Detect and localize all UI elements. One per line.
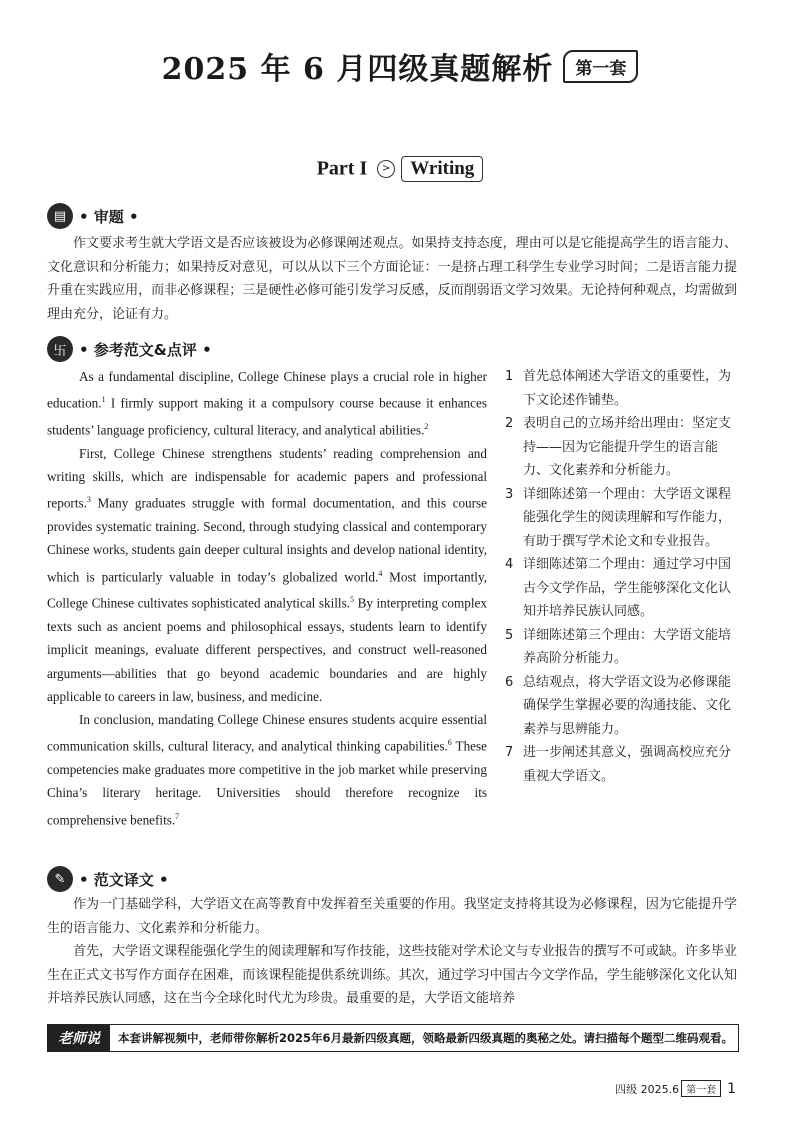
set-badge: 第一套 xyxy=(563,50,638,83)
footer-set-tag: 第一套 xyxy=(681,1080,721,1097)
page-number: 1 xyxy=(727,1080,736,1097)
note-mark: 5 xyxy=(350,595,355,605)
part-label: Part I xyxy=(316,157,368,180)
note-number: 2 xyxy=(505,416,514,431)
translation-paragraph: 首先，大学语文课程能强化学生的阅读理解和写作技能，这些技能对学术论文与专业报告的撰写不可或缺。许多毕业生在正式文书写作方面存在困难，而该课程能提供系统训练。其次，通过学习中国古今文学作品，学生能够深化文化认知并培养民族认同感，这在当今全球化时代尤为珍贵。最重要的是，大学语文能培养 xyxy=(47,944,737,1006)
section-review-heading xyxy=(47,203,139,229)
page-footer xyxy=(615,1080,736,1097)
essay-sentence: In conclusion, mandating College Chinese ensures students acquire essential communication skills, cultural literacy, and analytical thinking capabilities. xyxy=(47,712,487,754)
document-icon: ▤ xyxy=(47,203,73,229)
note-mark: 3 xyxy=(86,495,91,505)
teacher-note-bar xyxy=(47,1024,739,1052)
note-item xyxy=(505,483,740,554)
note-number: 1 xyxy=(505,369,514,384)
part-heading xyxy=(0,156,800,182)
note-item xyxy=(505,412,740,483)
note-number: 5 xyxy=(505,627,514,643)
teacher-badge: 老师说 xyxy=(48,1025,110,1051)
essay-paragraph xyxy=(47,708,487,831)
arrow-circle-icon: > xyxy=(377,160,395,178)
note-number: 7 xyxy=(505,745,514,760)
section-title: • 审题 • xyxy=(79,207,139,226)
note-mark: 6 xyxy=(447,738,452,748)
note-item xyxy=(505,741,740,788)
essay-sentence: These competencies make graduates more competitive in the job market while preserving China’s literary heritage. Universities should therefore recognize its comprehensive benefits. xyxy=(47,738,488,828)
translation-paragraph: 作为一门基础学科，大学语文在高等教育中发挥着至关重要的作用。我坚定支持将其设为必修课程，因为它能提升学生的语言能力、文化素养和分析能力。 xyxy=(47,897,737,936)
essay-sentence: I firmly support making it a compulsory course because it enhances students’ language proficiency, cultural literacy, and analytical abilities. xyxy=(47,395,487,438)
note-number: 4 xyxy=(505,557,514,572)
sample-essay xyxy=(47,365,487,831)
footer-label: 四级 2025.6 xyxy=(615,1082,680,1096)
note-item xyxy=(505,624,740,671)
note-text: 详细陈述第二个理由：通过学习中国古今文学作品，学生能够深化文化认知并培养民族认同感。 xyxy=(523,557,732,619)
essay-sentence: Many graduates struggle with formal documentation, and this course provides systematic training. Second, through studying classical and contemporary Chinese works, students gain deeper cultural insights and develop national identity, which is particularly valuable in today’s globalized world. xyxy=(47,495,488,584)
essay-sentence: As a fundamental discipline, College Chinese plays a crucial role in higher education. xyxy=(47,369,487,411)
note-number: 3 xyxy=(505,486,514,502)
note-number: 6 xyxy=(505,674,514,690)
note-item xyxy=(505,553,740,624)
note-item xyxy=(505,671,740,742)
note-text: 详细陈述第一个理由：大学语文课程能强化学生的阅读理解和写作能力，有助于撰写学术论文和专业报告。 xyxy=(523,486,732,549)
part-name: Writing xyxy=(401,156,483,182)
note-text: 详细陈述第三个理由：大学语文能培养高阶分析能力。 xyxy=(523,627,732,666)
essay-sentence: First, College Chinese strengthens students’ reading comprehension and writing skills, which are indispensable for academic papers and professional reports. xyxy=(47,445,487,511)
note-mark: 4 xyxy=(378,568,383,578)
note-text: 首先总体阐述大学语文的重要性，为下文论述作铺垫。 xyxy=(523,369,732,408)
title-text: 2025 年 6 月四级真题解析 xyxy=(161,52,554,87)
section-title: • 参考范文&点评 • xyxy=(79,340,212,359)
note-item xyxy=(505,365,740,412)
note-mark: 7 xyxy=(175,811,180,821)
page-title xyxy=(0,44,800,88)
essay-sentence: Most importantly, College Chinese cultivates sophisticated analytical skills. xyxy=(47,568,487,611)
note-text: 表明自己的立场并给出理由：坚定支持——因为它能提升学生的语言能力、文化素养和分析能力。 xyxy=(523,416,732,478)
essay-paragraph xyxy=(47,442,487,708)
section-title: • 范文译文 • xyxy=(79,870,169,889)
section-sample-heading xyxy=(47,336,212,362)
pen-icon: ✎ xyxy=(47,866,73,892)
essay-paragraph xyxy=(47,365,487,442)
essay-sentence: By interpreting complex texts such as ancient poems and philosophical essays, students learn to identify implicit meanings, evaluate different perspectives, and construct well-reasoned arguments—abilities that go beyond academic boundaries and are highly applicable to careers in law, business, and medicine. xyxy=(47,595,487,704)
note-text: 进一步阐述其意义，强调高校应充分重视大学语文。 xyxy=(523,745,732,784)
scroll-icon: 卐 xyxy=(47,336,73,362)
section-translation-heading xyxy=(47,866,169,892)
note-mark: 1 xyxy=(101,395,106,405)
teacher-note-text: 本套讲解视频中，老师带你解析2025年6月最新四级真题，领略最新四级真题的奥秘之处。请扫描每个题型二维码观看。 xyxy=(118,1031,734,1045)
note-text: 总结观点，将大学语文设为必修课能确保学生掌握必要的沟通技能、文化素养与思辨能力。 xyxy=(523,674,732,737)
note-mark: 2 xyxy=(424,421,429,431)
review-paragraph: 作文要求考生就大学语文是否应该被设为必修课阐述观点。如果持支持态度，理由可以是它能提高学生的语言能力、文化意识和分析能力；如果持反对意见，可以从以下三个方面论证：一是挤占理工科学生专业学习时间；二是语言能力提升重在实践应用，而非必修课程；三是硬性必修可能引发学习反感，反而削弱语文学习效果。无论持何种观点，均需做到理由充分，论证有力。 xyxy=(47,236,737,322)
commentary-notes xyxy=(505,365,740,788)
